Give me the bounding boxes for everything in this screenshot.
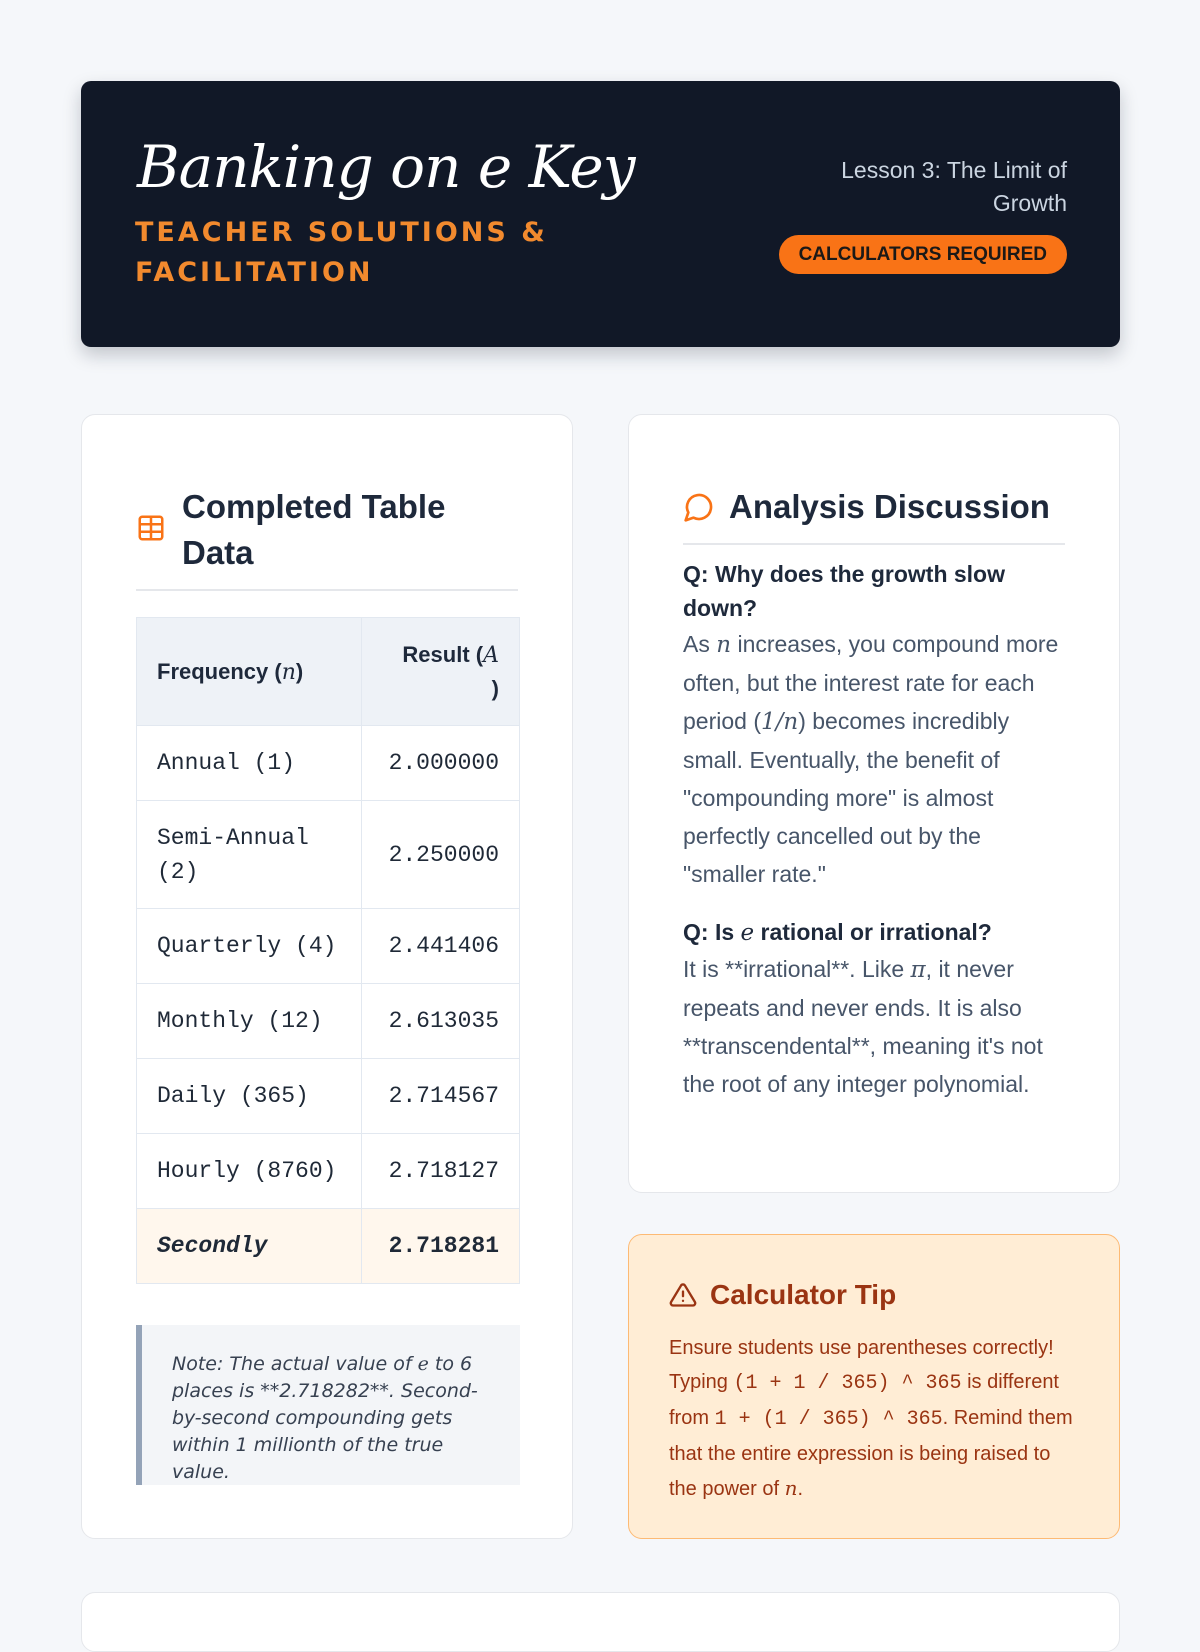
table-icon [136,513,166,543]
card-heading [683,471,1065,545]
header-banner [81,81,1120,347]
compounding-table [136,617,520,1284]
answer: It is **irrational**. Like π, it never repeats and never ends. It is also **transcendental**, meaning it's not the root of any integer polynomial. [683,956,1043,1097]
result-cell: 2.441406 [362,909,520,984]
question: Q: Is e rational or irrational? [683,919,992,946]
result-cell: 2.613035 [362,984,520,1059]
result-cell: 2.718127 [362,1134,520,1209]
frequency-cell: Daily (365) [137,1059,362,1134]
analysis-discussion-card [628,414,1120,1193]
chat-bubble-icon [683,491,713,521]
discussion-item [683,557,1067,893]
question: Q: Why does the growth slow down? [683,561,1005,621]
card-title: Analysis Discussion [729,488,1050,525]
page-subtitle: TEACHER SOLUTIONS & FACILITATION [135,217,548,288]
badge-label: CALCULATORS REQUIRED [798,244,1047,265]
completed-table-card [81,414,573,1539]
discussion-item [683,915,1067,1103]
lesson-label: Lesson 3: The Limit of Growth [841,157,1067,216]
result-cell: 2.000000 [362,726,520,801]
calculators-required-badge [779,235,1067,274]
table-row [137,801,520,909]
frequency-cell: Annual (1) [137,726,362,801]
next-section-card [81,1592,1120,1652]
table-row [137,909,520,984]
table-row [137,984,520,1059]
column-header-frequency: Frequency (n) [137,618,362,726]
table-row-highlighted [137,1209,520,1284]
answer: As n increases, you compound more often, but the interest rate for each period (1/n) becomes incredibly small. Eventually, the benefit of "compounding more" is almost perfectly cancelled out by the "smaller rate." [683,631,1059,887]
result-cell: 2.718281 [362,1209,520,1284]
result-cell: 2.714567 [362,1059,520,1134]
frequency-cell: Hourly (8760) [137,1134,362,1209]
warning-triangle-icon [669,1281,697,1309]
table-row [137,726,520,801]
table-header-row [137,618,520,726]
card-title: Completed Table Data [182,488,446,571]
page-title: Banking on e Key [137,133,635,201]
frequency-cell: Monthly (12) [137,984,362,1059]
result-cell: 2.250000 [362,801,520,909]
tip-text: Ensure students use parentheses correctly! Typing (1 + 1 / 365) ^ 365 is different from 1 + (1 / 365) ^ 365. Remind them that the entire expression is being raised to the power of n. [669,1337,1073,1500]
note-callout: Note: The actual value of e to 6 places is **2.718282**. Second-by-second compounding gets within 1 millionth of the true value. [136,1325,520,1485]
column-header-result: Result (A ) [362,618,520,726]
frequency-cell: Quarterly (4) [137,909,362,984]
calculator-tip-card [628,1234,1120,1539]
table-row [137,1134,520,1209]
card-title: Calculator Tip [710,1279,897,1310]
frequency-cell: Semi-Annual (2) [137,801,362,909]
card-heading [136,471,518,591]
table-row [137,1059,520,1134]
frequency-cell: Secondly [137,1209,362,1284]
